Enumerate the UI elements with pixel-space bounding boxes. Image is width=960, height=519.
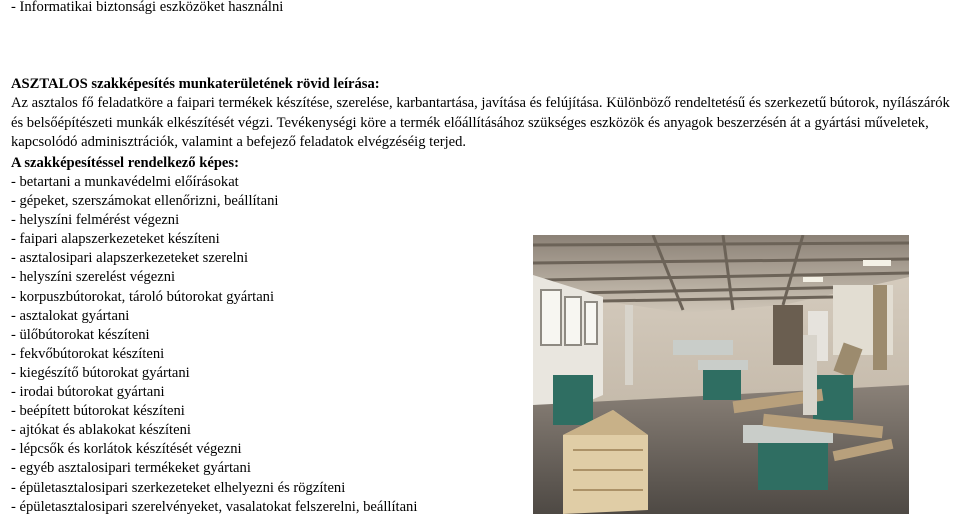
capability-item: - épületasztalosipari szerelvényeket, vasalatokat felszerelni, beállítani <box>11 498 418 515</box>
capability-item: - helyszíni szerelést végezni <box>11 269 176 286</box>
capability-item: - betartani a munkavédelmi előírásokat <box>11 174 239 190</box>
capability-item: - korpuszbútorokat, tároló bútorokat gyártani <box>11 288 275 305</box>
capability-item: - helyszíni felmérést végezni <box>11 212 180 229</box>
capabilities-list <box>11 173 417 517</box>
capability-item: - beépített bútorokat készíteni <box>11 403 185 420</box>
capability-item: - asztalosipari alapszerkezeteket szerelni <box>11 250 249 267</box>
capability-item: - irodai bútorokat gyártani <box>11 384 165 401</box>
capabilities-title: A szakképesítéssel rendelkező képes: <box>11 155 239 171</box>
capability-item: - gépeket, szerszámokat ellenőrizni, beállítani <box>11 193 279 210</box>
capability-item: - épületasztalosipari szerkezeteket elhelyezni és rögzíteni <box>11 479 346 496</box>
capability-item: - ülőbútorokat készíteni <box>11 326 150 343</box>
capability-item: - faipari alapszerkezeteket készíteni <box>11 231 220 248</box>
section-title: ASZTALOS szakképesítés munkaterületének rövid leírása: <box>11 76 380 92</box>
capability-item: - fekvőbútorokat készíteni <box>11 345 165 362</box>
top-list-item: - Informatikai biztonsági eszközöket használni <box>11 0 284 15</box>
description-paragraph: Az asztalos fő feladatköre a faipari termékek készítése, szerelése, karbantartása, javítása és felújítása. Különböző rendeltetésű és szerkezetű bútorok, nyílászárók és belsőépítészeti munkák elkészítését végzi. Tevékenységi köre a termék előállításához szükséges eszközök és anyagok beszerzésén át a gyártási műveletek, kapcsolódó adminisztrációk, valamint a befejező feladatok elvégzéséig terjed. <box>11 95 950 150</box>
workshop-photo <box>533 235 909 514</box>
capability-item: - ajtókat és ablakokat készíteni <box>11 422 191 439</box>
capability-item: - kiegészítő bútorokat gyártani <box>11 364 190 381</box>
capability-item: - egyéb asztalosipari termékeket gyártani <box>11 460 251 477</box>
capability-item: - lépcsők és korlátok készítését végezni <box>11 441 242 458</box>
capability-item: - asztalokat gyártani <box>11 307 130 324</box>
